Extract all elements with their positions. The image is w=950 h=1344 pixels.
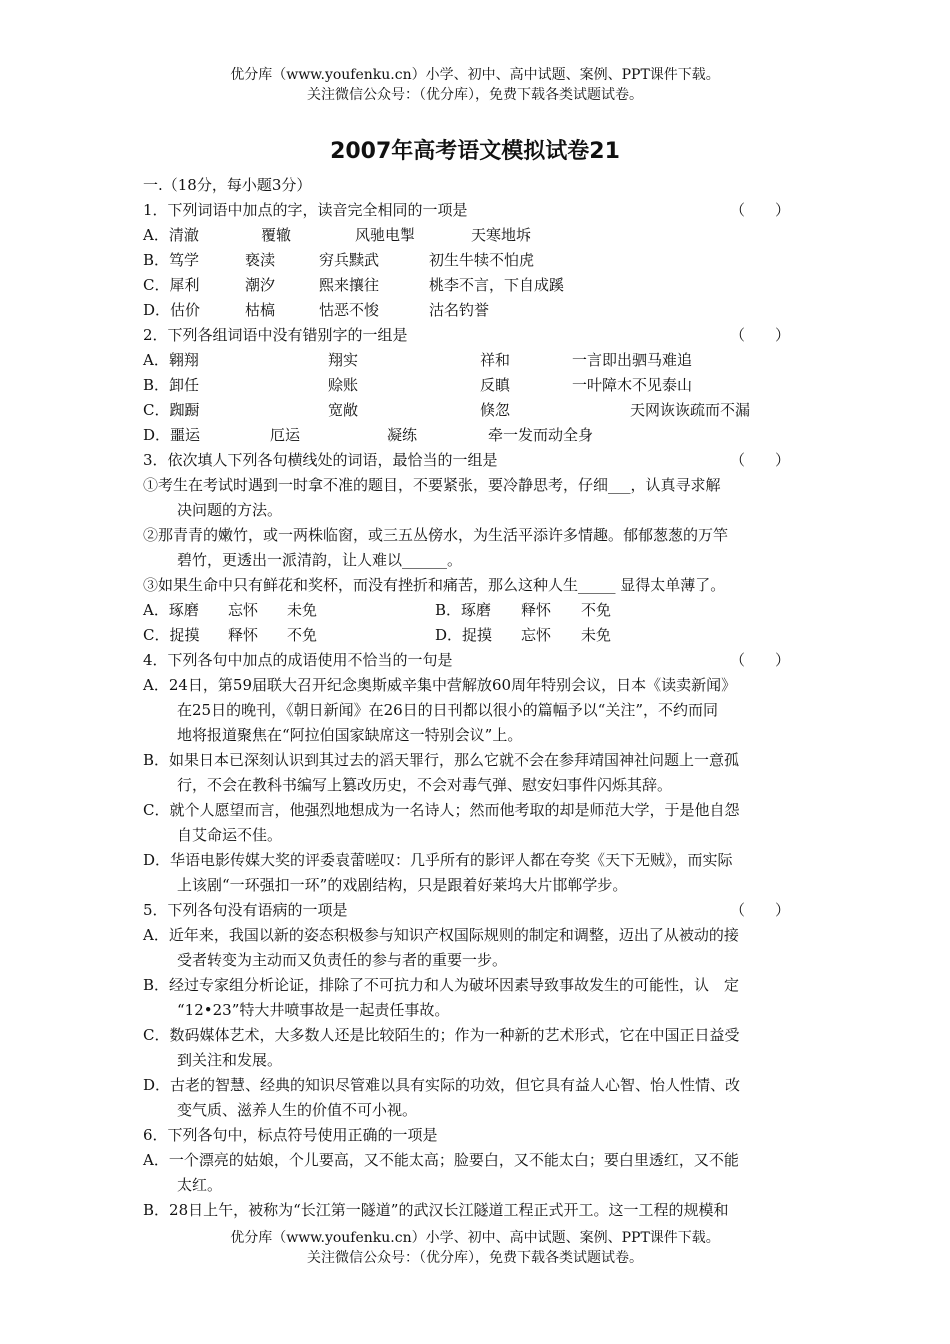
option-word: 天网诙诙疏而不漏	[630, 401, 751, 419]
q5-option-c: C．数码媒体艺术，大多数人还是比较陌生的；作为一种新的艺术形式，它在中国正日益受	[143, 1026, 740, 1044]
q5-option-a: A．近年来，我国以新的姿态积极参与知识产权国际规则的制定和调整，迈出了从被动的接	[143, 926, 739, 944]
page-title: 2007年高考语文模拟试卷21	[330, 139, 620, 164]
option-word: 未免	[581, 626, 612, 644]
q1-option-d	[143, 298, 813, 323]
option-word: 不免	[287, 626, 318, 644]
option-word: 风驰电掣	[355, 226, 416, 244]
question-stem-text: 5．下列各句没有语病的一项是	[143, 901, 348, 919]
option-word: 亵渎	[245, 251, 276, 269]
footer-line-2: 关注微信公众号：（优分库），免费下载各类试题试卷。	[307, 1250, 643, 1266]
answer-bracket: （ ）	[730, 451, 791, 469]
q5-option-b-cont: “12•23”特大井喷事故是一起责任事故。	[177, 1001, 450, 1019]
q3-sentence-1-cont: 决问题的方法。	[177, 501, 283, 519]
option-word: 潮汐	[245, 276, 276, 294]
question-stem-text: 2．下列各组词语中没有错别字的一组是	[143, 326, 408, 344]
answer-bracket: （ ）	[730, 901, 791, 919]
option-word: 倏忽	[480, 401, 511, 419]
q4-option-d: D．华语电影传媒大奖的评委袁蕾嗟叹：几乎所有的影评人都在夸奖《天下无贼》，而实际	[143, 851, 733, 869]
option-word: 初生牛犊不怕虎	[429, 251, 535, 269]
q2-option-d	[143, 423, 813, 448]
option-word: 牵一发而动全身	[488, 426, 594, 444]
option-word: 一言即出驷马难追	[572, 351, 693, 369]
q4-option-b: B．如果日本已深刻认识到其过去的滔天罪行，那么它就不会在参拜靖国神社问题上一意孤	[143, 751, 740, 769]
option-word: 桃李不言，下自成蹊	[429, 276, 565, 294]
option-word: 穷兵黩武	[319, 251, 380, 269]
option-label: C．踟蹰	[143, 401, 200, 419]
q1-option-a	[143, 223, 813, 248]
option-label: A．琢磨	[143, 601, 199, 619]
q2-option-b	[143, 373, 813, 398]
q4-option-c: C．就个人愿望而言，他强烈地想成为一名诗人；然而他考取的却是师范大学，于是他自怨	[143, 801, 740, 819]
option-label: B．卸任	[143, 376, 200, 394]
q3-sentence-2-cont: 碧竹，更透出一派清韵，让人难以______。	[177, 551, 463, 569]
question-stem-text: 6．下列各句中，标点符号使用正确的一项是	[143, 1126, 438, 1144]
q4-option-a: A．24日，第59届联大召开纪念奥斯威辛集中营解放60周年特别会议，日本《读卖新闻》	[143, 676, 737, 694]
q3-sentence-3: ③如果生命中只有鲜花和奖杯，而没有挫折和痛苦，那么这种人生_____ 显得太单薄了。	[143, 576, 726, 594]
q4-option-b-cont: 行，不会在教科书编写上篡改历史，不会对毒气弹、慰安妇事件闪烁其辞。	[177, 776, 673, 794]
option-word: 翔实	[328, 351, 359, 369]
q6-option-a-cont: 太红。	[177, 1176, 223, 1194]
q6-option-b: B．28日上午，被称为“长江第一隧道”的武汉长江隧道工程正式开工。这一工程的规模和	[143, 1201, 729, 1219]
answer-bracket: （ ）	[730, 201, 791, 219]
option-word: 枯槁	[245, 301, 276, 319]
q4-option-a-cont: 在25日的晚刊，《朝日新闻》在26日的日刊都以很小的篇幅予以“关注”，不约而同	[177, 701, 719, 719]
option-label: C．犀利	[143, 276, 200, 294]
option-word: 反瞋	[480, 376, 511, 394]
question-2-stem	[143, 323, 813, 348]
q3-options-cd	[143, 623, 813, 648]
option-label: D．捉摸	[435, 626, 493, 644]
answer-bracket: （ ）	[730, 651, 791, 669]
option-word: 祥和	[480, 351, 511, 369]
question-stem-text: 3．依次填人下列各句横线处的词语，最恰当的一组是	[143, 451, 498, 469]
q3-sentence-2: ②那青青的嫩竹，或一两株临窗，或三五丛傍水，为生活平添许多情趣。郁郁葱葱的万竿	[143, 526, 729, 544]
answer-bracket: （ ）	[730, 326, 791, 344]
option-word: 忘怀	[228, 601, 259, 619]
header-line-1: 优分库（www.youfenku.cn）小学、初中、高中试题、案例、PPT课件下载。	[230, 67, 720, 83]
q1-option-b	[143, 248, 813, 273]
option-word: 凝练	[387, 426, 418, 444]
q6-option-a: A．一个漂亮的姑娘，个儿要高，又不能太高；脸要白，又不能太白；要白里透红，又不能	[143, 1151, 739, 1169]
option-label: A．翱翔	[143, 351, 199, 369]
option-word: 未免	[287, 601, 318, 619]
question-4-stem	[143, 648, 813, 673]
q3-sentence-1: ①考生在考试时遇到一时拿不准的题目，不要紧张，要冷静思考，仔细___，认真寻求解	[143, 476, 721, 494]
option-word: 忘怀	[521, 626, 552, 644]
q4-option-c-cont: 自艾命运不佳。	[177, 826, 283, 844]
header-line-2: 关注微信公众号：（优分库），免费下载各类试题试卷。	[307, 87, 643, 103]
question-6-stem	[143, 1123, 813, 1148]
option-label: B．笃学	[143, 251, 200, 269]
option-word: 厄运	[270, 426, 301, 444]
question-3-stem	[143, 448, 813, 473]
q5-option-d: D．古老的智慧、经典的知识尽管难以具有实际的功效，但它具有益人心智、怡人性情、改	[143, 1076, 741, 1094]
option-word: 不免	[581, 601, 612, 619]
option-label: B．琢磨	[435, 601, 492, 619]
question-1-stem	[143, 198, 813, 223]
option-word: 释怀	[521, 601, 552, 619]
option-word: 释怀	[228, 626, 259, 644]
q5-option-c-cont: 到关注和发展。	[177, 1051, 283, 1069]
option-word: 覆辙	[261, 226, 292, 244]
q1-option-c	[143, 273, 813, 298]
option-word: 怙恶不悛	[319, 301, 380, 319]
q5-option-d-cont: 变气质、滋养人生的价值不可小视。	[177, 1101, 418, 1119]
q3-options-ab	[143, 598, 813, 623]
section-heading: 一.（18分，每小题3分）	[143, 176, 312, 194]
question-stem-text: 4．下列各句中加点的成语使用不恰当的一句是	[143, 651, 453, 669]
question-stem-text: 1．下列词语中加点的字，读音完全相同的一项是	[143, 201, 468, 219]
option-label: D．估价	[143, 301, 201, 319]
option-word: 天寒地坼	[471, 226, 532, 244]
option-word: 熙来攘往	[319, 276, 380, 294]
option-word: 沽名钓誉	[429, 301, 490, 319]
q4-option-d-cont: 上该剧“一环强扣一环”的戏剧结构，只是跟着好莱坞大片邯郸学步。	[177, 876, 628, 894]
exam-content	[143, 173, 813, 1223]
q4-option-a-cont: 地将报道聚焦在“阿拉伯国家缺席这一特别会议”上。	[177, 726, 523, 744]
option-word: 赊账	[328, 376, 359, 394]
option-label: A．清澈	[143, 226, 199, 244]
q2-option-c	[143, 398, 813, 423]
option-label: D．噩运	[143, 426, 201, 444]
option-label: C．捉摸	[143, 626, 200, 644]
option-word: 宽敞	[328, 401, 359, 419]
question-5-stem	[143, 898, 813, 923]
footer-line-1: 优分库（www.youfenku.cn）小学、初中、高中试题、案例、PPT课件下载。	[230, 1230, 720, 1246]
q2-option-a	[143, 348, 813, 373]
option-word: 一叶障木不见泰山	[572, 376, 693, 394]
q5-option-a-cont: 受者转变为主动而又负责任的参与者的重要一步。	[177, 951, 508, 969]
q5-option-b: B．经过专家组分析论证，排除了不可抗力和人为破坏因素导致事故发生的可能性，认 定	[143, 976, 740, 994]
